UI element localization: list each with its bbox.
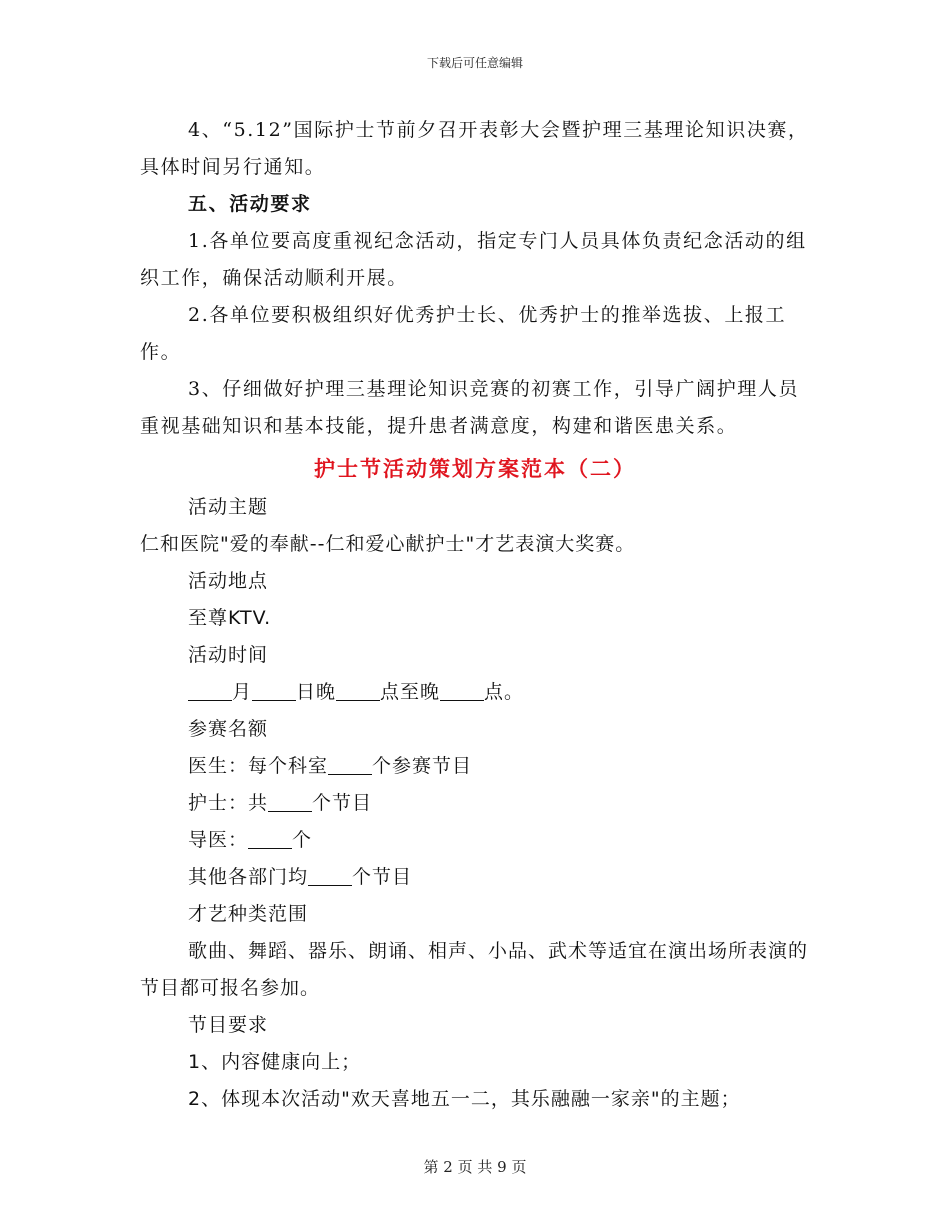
req-item2: 2、体现本次活动"欢天喜地五一二，其乐融融一家亲"的主题； xyxy=(188,1088,741,1110)
req-label: 节目要求 xyxy=(188,1014,269,1036)
time-month: 月 xyxy=(232,681,253,703)
nurse-post: 个节目 xyxy=(312,792,373,814)
quota-label: 参赛名额 xyxy=(188,718,269,740)
others-pre: 其他各部门均 xyxy=(188,866,309,888)
nurse-pre: 护士：共 xyxy=(188,792,269,814)
document-body xyxy=(140,112,810,1118)
doctor-pre: 医生：每个科室 xyxy=(188,755,329,777)
blank-line xyxy=(328,755,372,775)
time-to: 点。 xyxy=(484,681,525,703)
theme-label: 活动主题 xyxy=(188,496,269,518)
nurse-quota xyxy=(140,785,810,822)
section5-item3: 3、仔细做好护理三基理论知识竞赛的初赛工作，引导广阔护理人员重视基础知识和基本技能，提升患者满意度，构建和谐医患关系。 xyxy=(140,378,800,437)
page-header: 下载后可任意编辑 xyxy=(426,56,523,70)
others-post: 个节目 xyxy=(352,866,413,888)
guide-quota xyxy=(140,822,810,859)
time-label: 活动时间 xyxy=(188,644,269,666)
blank-line xyxy=(252,681,296,701)
plan2-title: 护士节活动策划方案范本（二） xyxy=(314,456,636,481)
blank-line xyxy=(188,681,232,701)
section5-item1: 1.各单位要高度重视纪念活动，指定专门人员具体负责纪念活动的组织工作，确保活动顺利开展。 xyxy=(140,230,807,289)
guide-post: 个 xyxy=(292,829,313,851)
blank-line xyxy=(308,866,352,886)
doctor-post: 个参赛节目 xyxy=(372,755,473,777)
range-label: 才艺种类范围 xyxy=(188,903,309,925)
req-item1: 1、内容健康向上； xyxy=(188,1051,362,1073)
time-from: 点至晚 xyxy=(380,681,441,703)
theme-text: 仁和医院"爱的奉献--仁和爱心献护士"才艺表演大奖赛。 xyxy=(140,533,636,555)
section4-item4: 4、“5.12”国际护士节前夕召开表彰大会暨护理三基理论知识决赛，具体时间另行通知。 xyxy=(140,119,809,178)
place-text: 至尊KTV. xyxy=(188,607,272,629)
time-day: 日晚 xyxy=(296,681,337,703)
place-label: 活动地点 xyxy=(188,570,269,592)
others-quota xyxy=(140,859,810,896)
blank-line xyxy=(440,681,484,701)
page-footer: 第 2 页 共 9 页 xyxy=(423,1158,527,1176)
time-text xyxy=(140,674,810,711)
section5-heading: 五、活动要求 xyxy=(188,193,312,215)
doctor-quota xyxy=(140,748,810,785)
blank-line xyxy=(248,829,292,849)
blank-line xyxy=(268,792,312,812)
guide-pre: 导医： xyxy=(188,829,249,851)
section5-item2: 2.各单位要积极组织好优秀护士长、优秀护士的推举选拔、上报工作。 xyxy=(140,304,787,363)
blank-line xyxy=(336,681,380,701)
range-text: 歌曲、舞蹈、器乐、朗诵、相声、小品、武术等适宜在演出场所表演的节目都可报名参加。 xyxy=(140,940,809,999)
